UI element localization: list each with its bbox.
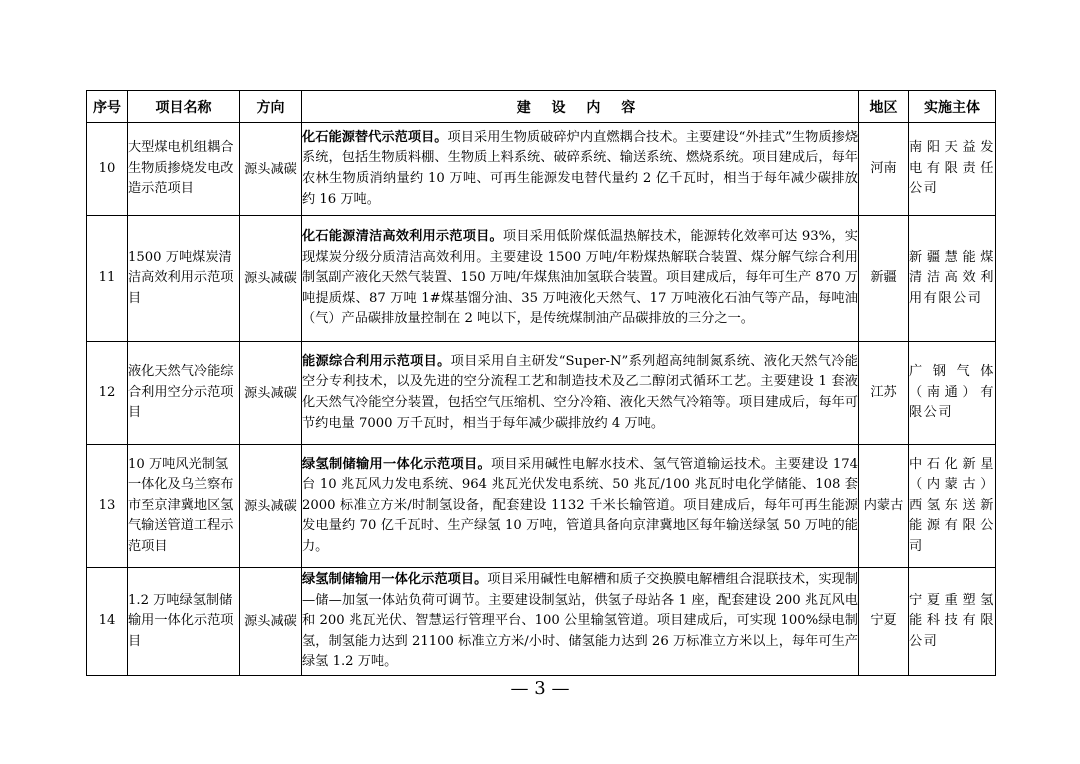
row-direction: 源头减碳 bbox=[240, 216, 302, 342]
row-region: 江苏 bbox=[859, 342, 909, 445]
row-content bbox=[302, 568, 859, 676]
row-content-lead: 能源综合利用示范项目。 bbox=[302, 353, 451, 369]
page-number: — 3 — bbox=[510, 678, 570, 699]
row-entity: 中石化新星（内蒙古）西氢东送新能源有限公司 bbox=[909, 445, 996, 568]
projects-table bbox=[86, 90, 996, 676]
row-seq: 14 bbox=[87, 568, 128, 676]
row-direction: 源头减碳 bbox=[240, 568, 302, 676]
row-content-lead: 绿氢制储输用一体化示范项目。 bbox=[302, 456, 491, 472]
row-direction: 源头减碳 bbox=[240, 445, 302, 568]
row-entity: 宁夏重塑氢能科技有限公司 bbox=[909, 568, 996, 676]
row-content bbox=[302, 445, 859, 568]
header-content: 建 设 内 容 bbox=[302, 91, 859, 123]
row-content-body: 项目采用自主研发“Super-N”系列超高纯制氮系统、液化天然气冷能空分专利技术，以及先进的空分流程工艺和制造技术及乙二醇闭式循环工艺。主要建设 1 套液化天然气冷能空分装置，包括空气压缩机、空分冷箱、液化天然气冷箱等。项目建成后，每年可节约电量 7000 万千瓦时，相当于每年减少碳排放约 4 万吨。 bbox=[302, 353, 858, 431]
row-region: 宁夏 bbox=[859, 568, 909, 676]
row-content bbox=[302, 216, 859, 342]
row-content-lead: 绿氢制储输用一体化示范项目。 bbox=[302, 572, 488, 588]
row-content bbox=[302, 123, 859, 216]
row-entity: 广钢气体（南通）有限公司 bbox=[909, 342, 996, 445]
row-content-body: 项目采用碱性电解水技术、氢气管道输运技术。主要建设 174 台 10 兆瓦风力发电系统、964 兆瓦光伏发电系统、50 兆瓦/100 兆瓦时电化学储能、108 套 2000 标准立方米/时制氢设备，配套建设 1132 千米长输管道。项目建成后，每年可再生能源发电量约 70 亿千瓦时、生产绿氢 10 万吨，管道具备向京津冀地区每年输送绿氢 50 万吨的能力。 bbox=[302, 456, 858, 554]
row-seq: 12 bbox=[87, 342, 128, 445]
row-seq: 10 bbox=[87, 123, 128, 216]
header-name: 项目名称 bbox=[128, 91, 240, 123]
header-seq: 序号 bbox=[87, 91, 128, 123]
row-content-lead: 化石能源清洁高效利用示范项目。 bbox=[302, 229, 503, 245]
header-entity: 实施主体 bbox=[909, 91, 996, 123]
row-entity: 新疆慧能煤清洁高效利用有限公司 bbox=[909, 216, 996, 342]
row-project-name: 液化天然气冷能综合利用空分示范项目 bbox=[128, 342, 240, 445]
row-direction: 源头减碳 bbox=[240, 342, 302, 445]
row-region: 河南 bbox=[859, 123, 909, 216]
row-direction: 源头减碳 bbox=[240, 123, 302, 216]
row-region: 内蒙古 bbox=[859, 445, 909, 568]
table-row bbox=[87, 568, 996, 676]
row-content bbox=[302, 342, 859, 445]
row-project-name: 1.2 万吨绿氢制储输用一体化示范项目 bbox=[128, 568, 240, 676]
row-entity: 南阳天益发电有限责任公司 bbox=[909, 123, 996, 216]
table-row bbox=[87, 216, 996, 342]
row-project-name: 1500 万吨煤炭清洁高效利用示范项目 bbox=[128, 216, 240, 342]
row-seq: 13 bbox=[87, 445, 128, 568]
row-project-name: 大型煤电机组耦合生物质掺烧发电改造示范项目 bbox=[128, 123, 240, 216]
row-content-body: 项目采用生物质破碎炉内直燃耦合技术。主要建设“外挂式”生物质掺烧系统，包括生物质料棚、生物质上料系统、破碎系统、输送系统、燃烧系统。项目建成后，每年农林生物质消纳量约 10 万吨、可再生能源发电替代量约 2 亿千瓦时，相当于每年减少碳排放约 16 万吨。 bbox=[302, 129, 859, 207]
row-region: 新疆 bbox=[859, 216, 909, 342]
table-row bbox=[87, 342, 996, 445]
row-project-name: 10 万吨风光制氢一体化及乌兰察布市至京津冀地区氢气输送管道工程示范项目 bbox=[128, 445, 240, 568]
header-region: 地区 bbox=[859, 91, 909, 123]
row-seq: 11 bbox=[87, 216, 128, 342]
header-direction: 方向 bbox=[240, 91, 302, 123]
table-row bbox=[87, 445, 996, 568]
row-content-body: 项目采用碱性电解槽和质子交换膜电解槽组合混联技术，实现制—储—加氢一体站负荷可调节。主要建设制氢站，供氢子母站各 1 座，配套建设 200 兆瓦风电和 200 兆瓦光伏、智慧运行管理平台、100 公里输氢管道。项目建成后，可实现 100%绿电制氢，制氢能力达到 21100 标准立方米/小时、储氢能力达到 26 万标准立方米以上，每年可生产绿氢 1.2 万吨。 bbox=[302, 572, 859, 670]
row-content-lead: 化石能源替代示范项目。 bbox=[302, 129, 448, 145]
row-content-body: 项目采用低阶煤低温热解技术，能源转化效率可达 93%，实现煤炭分级分质清洁高效利用。主要建设 1500 万吨/年粉煤热解联合装置、煤分解气综合利用制氢副产液化天然气装置、150 万吨/年煤焦油加氢联合装置。项目建成后，每年可生产 870 万吨提质煤、87 万吨 1#煤基馏分油、35 万吨液化天然气、17 万吨液化石油气等产品，每吨油（气）产品碳排放量控制在 2 吨以下，是传统煤制油产品碳排放的三分之一。 bbox=[302, 229, 858, 327]
table-row bbox=[87, 123, 996, 216]
table-header-row bbox=[87, 91, 996, 123]
